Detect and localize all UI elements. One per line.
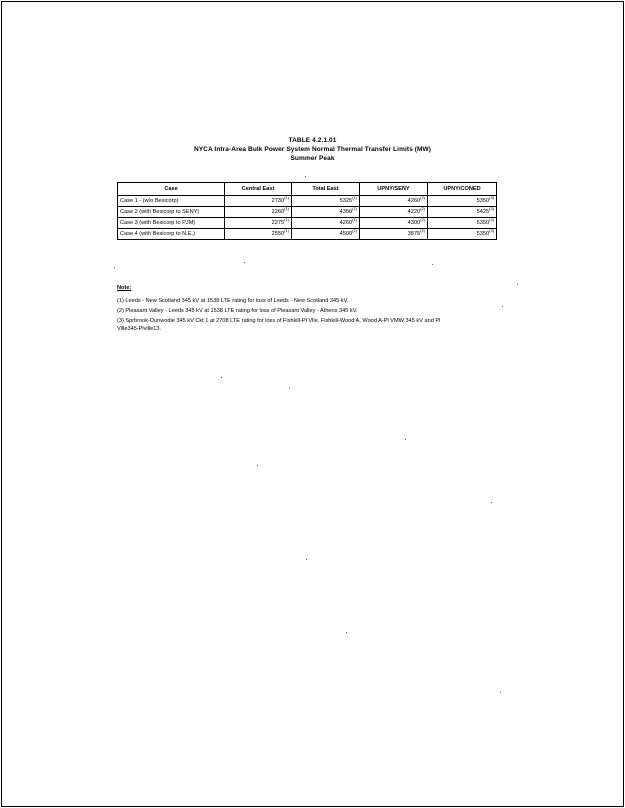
case-name: Case 1 - (w/o Besicorp) — [118, 196, 225, 207]
upny-coned-value: 5425$^{(3)}$ — [428, 207, 497, 218]
upny-seny-value: 4260$^{(2)}$ — [360, 196, 428, 207]
table-notes — [117, 284, 457, 335]
upny-coned-value: 5350$^{(3)}$ — [428, 196, 497, 207]
scan-speck — [491, 502, 492, 503]
total-east-value: 4260$^{(1)}$ — [292, 218, 360, 229]
notes-heading: Note: — [117, 285, 132, 291]
scan-speck — [346, 632, 347, 633]
scan-speck — [289, 388, 290, 389]
table-row — [118, 207, 497, 218]
table-number: TABLE 4.2.1.01 — [288, 137, 337, 144]
case-name: Case 2 (with Besicorp to SENY) — [118, 207, 225, 218]
table-season: Summer Peak — [290, 155, 335, 162]
header-total-east: Total East — [292, 183, 360, 196]
upny-seny-value: 4220$^{(2)}$ — [360, 207, 428, 218]
note-item: (2) Pleasant Valley - Leeds 345 kV at 1538 LTE rating for loss of Pleasant Valley - Athens 345 kV. — [117, 308, 358, 314]
header-upny-coned: UPNY/CONED — [428, 183, 497, 196]
scan-speck — [244, 262, 245, 263]
total-east-value: 4500$^{(1)}$ — [292, 229, 360, 240]
upny-seny-value: 4300$^{(2)}$ — [360, 218, 428, 229]
scan-speck — [432, 264, 433, 265]
central-east-value: 2550$^{(1)}$ — [225, 229, 292, 240]
upny-coned-value: 5350$^{(3)}$ — [428, 229, 497, 240]
case-name: Case 4 (with Besicorp to N.E.) — [118, 229, 225, 240]
upny-seny-value: 3875$^{(2)}$ — [360, 229, 428, 240]
table-row — [118, 229, 497, 240]
note-item: (3) Sprbrook-Dunwodie 345 kV Ckt 1 at 2708 LTE rating for loss of Fishkill-Pl Vlle, Fishkill-Wood A, Wood A-Pl VMW 345 kV and Pl Ville345-Plville13. — [117, 318, 441, 332]
scan-speck — [257, 465, 258, 466]
scan-speck — [114, 267, 115, 268]
scan-speck — [517, 284, 518, 285]
central-east-value: 2275$^{(1)}$ — [225, 218, 292, 229]
header-case: Case — [118, 183, 225, 196]
table-row — [118, 196, 497, 207]
header-upny-seny: UPNY/SENY — [360, 183, 428, 196]
central-east-value: 2730$^{(1)}$ — [225, 196, 292, 207]
central-east-value: 2260$^{(1)}$ — [225, 207, 292, 218]
total-east-value: 4350$^{(1)}$ — [292, 207, 360, 218]
transfer-limits-table — [117, 182, 497, 240]
scan-speck — [306, 559, 307, 560]
table-caption: NYCA Intra-Area Bulk Power System Normal Thermal Transfer Limits (MW) — [193, 146, 432, 153]
scan-speck — [502, 306, 503, 307]
case-name: Case 3 (with Besicorp to PJM) — [118, 218, 225, 229]
table-row — [118, 218, 497, 229]
header-central-east: Central East — [225, 183, 292, 196]
scan-speck — [405, 439, 406, 440]
scan-speck — [305, 176, 306, 177]
scan-speck — [500, 692, 501, 693]
table-header-row — [118, 183, 497, 196]
table-title — [2, 136, 623, 163]
upny-coned-value: 5350$^{(3)}$ — [428, 218, 497, 229]
total-east-value: 5325$^{(1)}$ — [292, 196, 360, 207]
scan-speck — [221, 377, 222, 378]
document-page — [1, 1, 624, 807]
note-item: (1) Leeds - New Scotland 345 kV at 1538 LTE rating for loss of Leeds - New Scotland 345 kV. — [117, 298, 349, 304]
